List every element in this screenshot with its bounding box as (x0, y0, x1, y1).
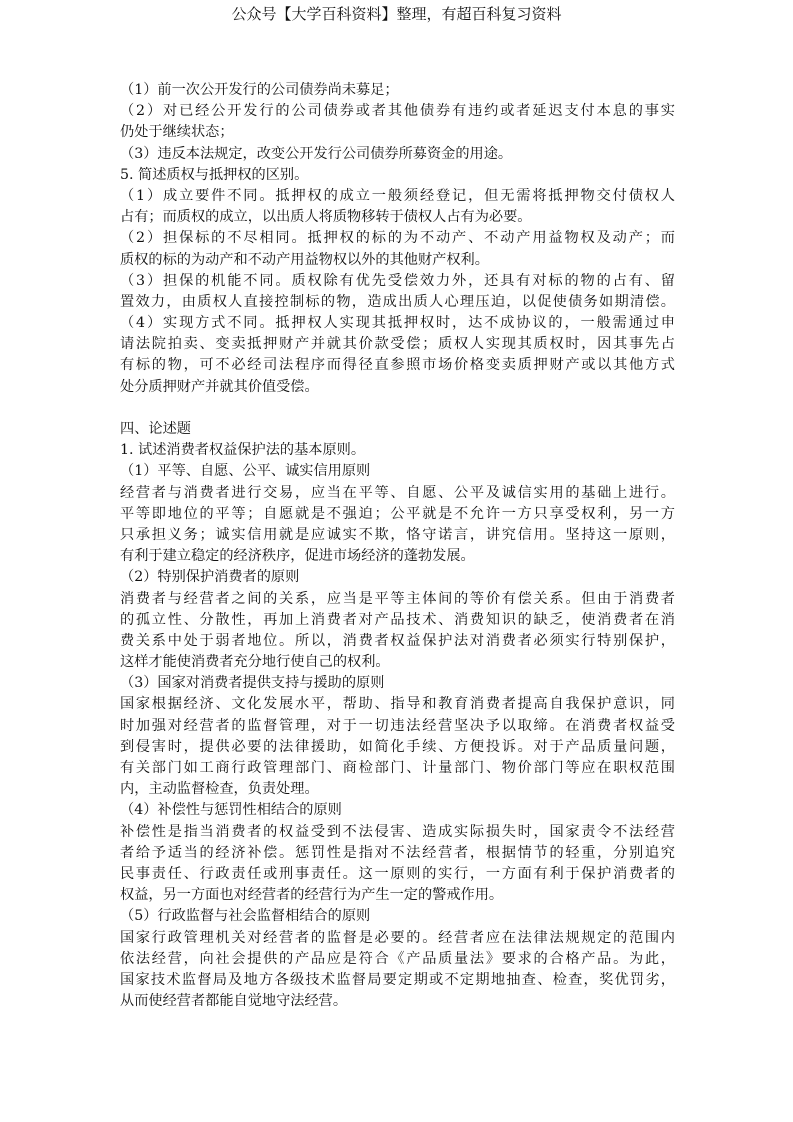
text-line: （1）前一次公开发行的公司债券尚未募足； (120, 82, 399, 98)
text-line: 有利于建立稳定的经济秩序，促进市场经济的蓬勃发展。 (120, 548, 475, 565)
text-line: 消费者与经营者之间的关系，应当是平等主体间的等价有偿关系。但由于消费者 (120, 590, 675, 607)
text-line: （4）实现方式不同。抵押权人实现其抵押权时，达不成协议的，一般需通过申 (120, 315, 675, 332)
text-line: 补偿性是指当消费者的权益受到不法侵害、造成实际损失时，国家责令不法经营 (120, 823, 675, 840)
text-line: 只承担义务；诚实信用就是应诚实不欺，恪守诺言，讲究信用。坚持这一原则， (120, 526, 675, 543)
text-line: 处分质押财产并就其价值受偿。 (120, 378, 319, 395)
text-line: 平等即地位的平等；自愿就是不强迫；公平就是不允许一方只享受权利，另一方 (120, 505, 675, 522)
text-line: （3）担保的机能不同。质权除有优先受偿效力外，还具有对标的物的占有、留 (120, 272, 675, 289)
text-line: 依法经营，向社会提供的产品应是符合《产品质量法》要求的合格产品。为此， (120, 950, 675, 967)
text-line: 置效力，由质权人直接控制标的物，造成出质人心理压迫，以促使债务如期清偿。 (120, 293, 675, 310)
blank-line (120, 398, 675, 419)
text-line: 国家行政管理机关对经营者的监督是必要的。经营者应在法律法规规定的范围内 (120, 929, 675, 946)
text-line: 这样才能使消费者充分地行使自己的权利。 (120, 654, 390, 671)
text-line: 内，主动监督检查，负责处理。 (120, 781, 319, 798)
text-line: （3）违反本法规定，改变公开发行公司债券所募资金的用途。 (120, 145, 513, 162)
text-line: 权益，另一方面也对经营者的经营行为产生一定的警戒作用。 (120, 887, 504, 904)
text-line: 时加强对经营者的监督管理，对于一切违法经营坚决予以取缔。在消费者权益受 (120, 717, 675, 734)
text-line: （2）对已经公开发行的公司债券或者其他债券有违约或者延迟支付本息的事实 (120, 103, 675, 120)
text-line: 1. 试述消费者权益保护法的基本原则。 (120, 442, 366, 459)
text-line: 请法院拍卖、变卖抵押财产并就其价款受偿；质权人实现其质权时，因其事先占 (120, 336, 675, 353)
text-line: 有关部门如工商行政管理部门、商检部门、计量部门、物价部门等应在职权范围 (120, 760, 675, 776)
document-body (120, 80, 675, 1012)
text-line: 经营者与消费者进行交易，应当在平等、自愿、公平及诚信实用的基础上进行。 (120, 484, 675, 501)
text-line: 有标的物，可不必经司法程序而得径直参照市场价格变卖质押财产或以其他方式 (120, 357, 675, 374)
text-line: 费关系中处于弱者地位。所以，消费者权益保护法对消费者必须实行特别保护， (120, 632, 675, 649)
text-line: （1）平等、自愿、公平、诚实信用原则 (120, 463, 371, 480)
text-line: 到侵害时，提供必要的法律援助，如简化手续、方便投诉。对于产品质量问题， (120, 738, 675, 755)
text-line: （3）国家对消费者提供支持与援助的原则 (120, 675, 385, 692)
text-line: （5）行政监督与社会监督相结合的原则 (120, 908, 371, 925)
text-line: 的孤立性、分散性，再加上消费者对产品技术、消费知识的缺乏，使消费者在消 (120, 611, 675, 628)
text-line: 仍处于继续状态； (120, 124, 234, 141)
text-line: 四、论述题 (120, 421, 191, 437)
text-line: 国家根据经济、文化发展水平，帮助、指导和教育消费者提高自我保护意识，同 (120, 696, 675, 713)
text-line: （2）担保标的不尽相同。抵押权的标的为不动产、不动产用益物权及动产；而 (120, 230, 675, 247)
text-line: 质权的标的为动产和不动产用益物权以外的其他财产权利。 (120, 251, 489, 268)
text-line: 从而使经营者都能自觉地守法经营。 (120, 993, 348, 1010)
text-line: （4）补偿性与惩罚性相结合的原则 (120, 802, 342, 819)
page-header: 公众号【大学百科资料】整理，有超百科复习资料 (231, 5, 562, 23)
text-line: 占有；而质权的成立，以出质人将质物移转于债权人占有为必要。 (120, 209, 532, 226)
text-line: 国家技术监督局及地方各级技术监督局要定期或不定期地抽查、检查，奖优罚劣， (120, 971, 675, 988)
text-line: （1）成立要件不同。抵押权的成立一般须经登记，但无需将抵押物交付债权人 (120, 187, 675, 204)
text-line: （2）特别保护消费者的原则 (120, 569, 300, 586)
text-line: 5. 简述质权与抵押权的区别。 (120, 166, 309, 183)
text-line: 者给予适当的经济补偿。惩罚性是指对不法经营者，根据情节的轻重，分别追究 (120, 844, 675, 861)
text-line: 民事责任、行政责任或刑事责任。这一原则的实行，一方面有利于保护消费者的 (120, 865, 675, 882)
